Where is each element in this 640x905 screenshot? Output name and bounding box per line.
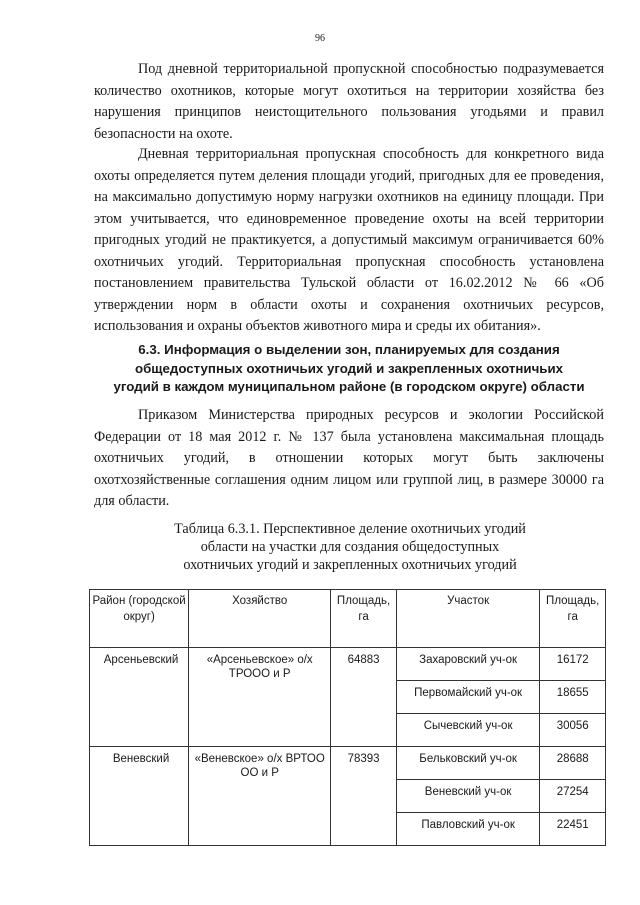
plot-name-cell: Бельковский уч-ок <box>396 747 540 780</box>
plot-area-cell: 30056 <box>540 714 606 747</box>
section-heading-line: угодий в каждом муниципальном районе (в городском округе) области <box>113 379 585 394</box>
plot-area-cell: 18655 <box>540 681 606 714</box>
farm-cell: «Веневское» о/х ВРТОО ОО и Р <box>189 747 331 846</box>
section-heading <box>96 341 602 397</box>
farm-cell: «Арсеньевское» о/х ТРООО и Р <box>189 648 331 747</box>
area-cell: 64883 <box>331 648 397 747</box>
area-cell: 78393 <box>331 747 397 846</box>
paragraph-capacity-calculation: Дневная территориальная пропускная способность для конкретного вида охоты определяется путем деления площади угодий, пригодных для ее проведения, на максимально допустимую норму нагрузки охотников на единицу площади. При этом учитывается, что единовременное проведение охоты на всей территории пригодных угодий не практикуется, а допустимый максимум ограничивается 60% охотничьих угодий. Территориальная пропускная способность установлена постановлением правительства Тульской области от 16.02.2012 № 66 «Об утверждении норм в области охоты и сохранения охотничьих ресурсов, использования и охраны объектов животного мира и среды их обитания». <box>94 146 604 334</box>
plot-area-cell: 16172 <box>540 648 606 681</box>
table-caption-line: охотничьих угодий и закрепленных охотничьих угодий <box>183 557 517 573</box>
paragraph-capacity-definition: Под дневной территориальной пропускной способностью подразумевается количество охотников, которые могут охотиться на территории хозяйства без нарушения принципов неистощительного пользования угодьями и правил безопасности на охоте. <box>94 61 604 142</box>
page-number: 96 <box>315 33 325 44</box>
plot-name-cell: Сычевский уч-ок <box>396 714 540 747</box>
plot-area-cell: 28688 <box>540 747 606 780</box>
district-cell: Арсеньевский <box>90 648 189 747</box>
header-area: Площадь, га <box>331 590 397 648</box>
hunting-grounds-table <box>89 589 606 846</box>
plot-name-cell: Веневский уч-ок <box>396 780 540 813</box>
plot-name-cell: Павловский уч-ок <box>396 813 540 846</box>
plot-area-cell: 27254 <box>540 780 606 813</box>
plot-name-cell: Первомайский уч-ок <box>396 681 540 714</box>
paragraph-ministry-order: Приказом Министерства природных ресурсов и экологии Российской Федерации от 18 мая 2012 г. № 137 была установлена максимальная площадь охотничьих угодий, в отношении которых могут быть заключены охотхозяйственные соглашения одним лицом или группой лиц, в размере 30000 га для области. <box>94 407 604 509</box>
header-farm: Хозяйство <box>189 590 331 648</box>
section-heading-line: общедоступных охотничьих угодий и закрепленных охотничьих <box>134 360 564 376</box>
section-heading-line: 6.3. Информация о выделении зон, планируемых для создания <box>138 342 560 357</box>
header-plot: Участок <box>396 590 540 648</box>
header-district: Район (городской округ) <box>90 590 189 648</box>
plot-area-cell: 22451 <box>540 813 606 846</box>
header-plot-area: Площадь, га <box>540 590 606 648</box>
table-caption <box>100 520 600 574</box>
table-row <box>90 747 606 780</box>
table-caption-line: области на участки для создания общедоступных <box>200 539 500 555</box>
table-caption-line: Таблица 6.3.1. Перспективное деление охотничьих угодий <box>174 521 526 537</box>
table-header-row <box>90 590 606 648</box>
plot-name-cell: Захаровский уч-ок <box>396 648 540 681</box>
district-cell: Веневский <box>90 747 189 846</box>
table-row <box>90 648 606 681</box>
